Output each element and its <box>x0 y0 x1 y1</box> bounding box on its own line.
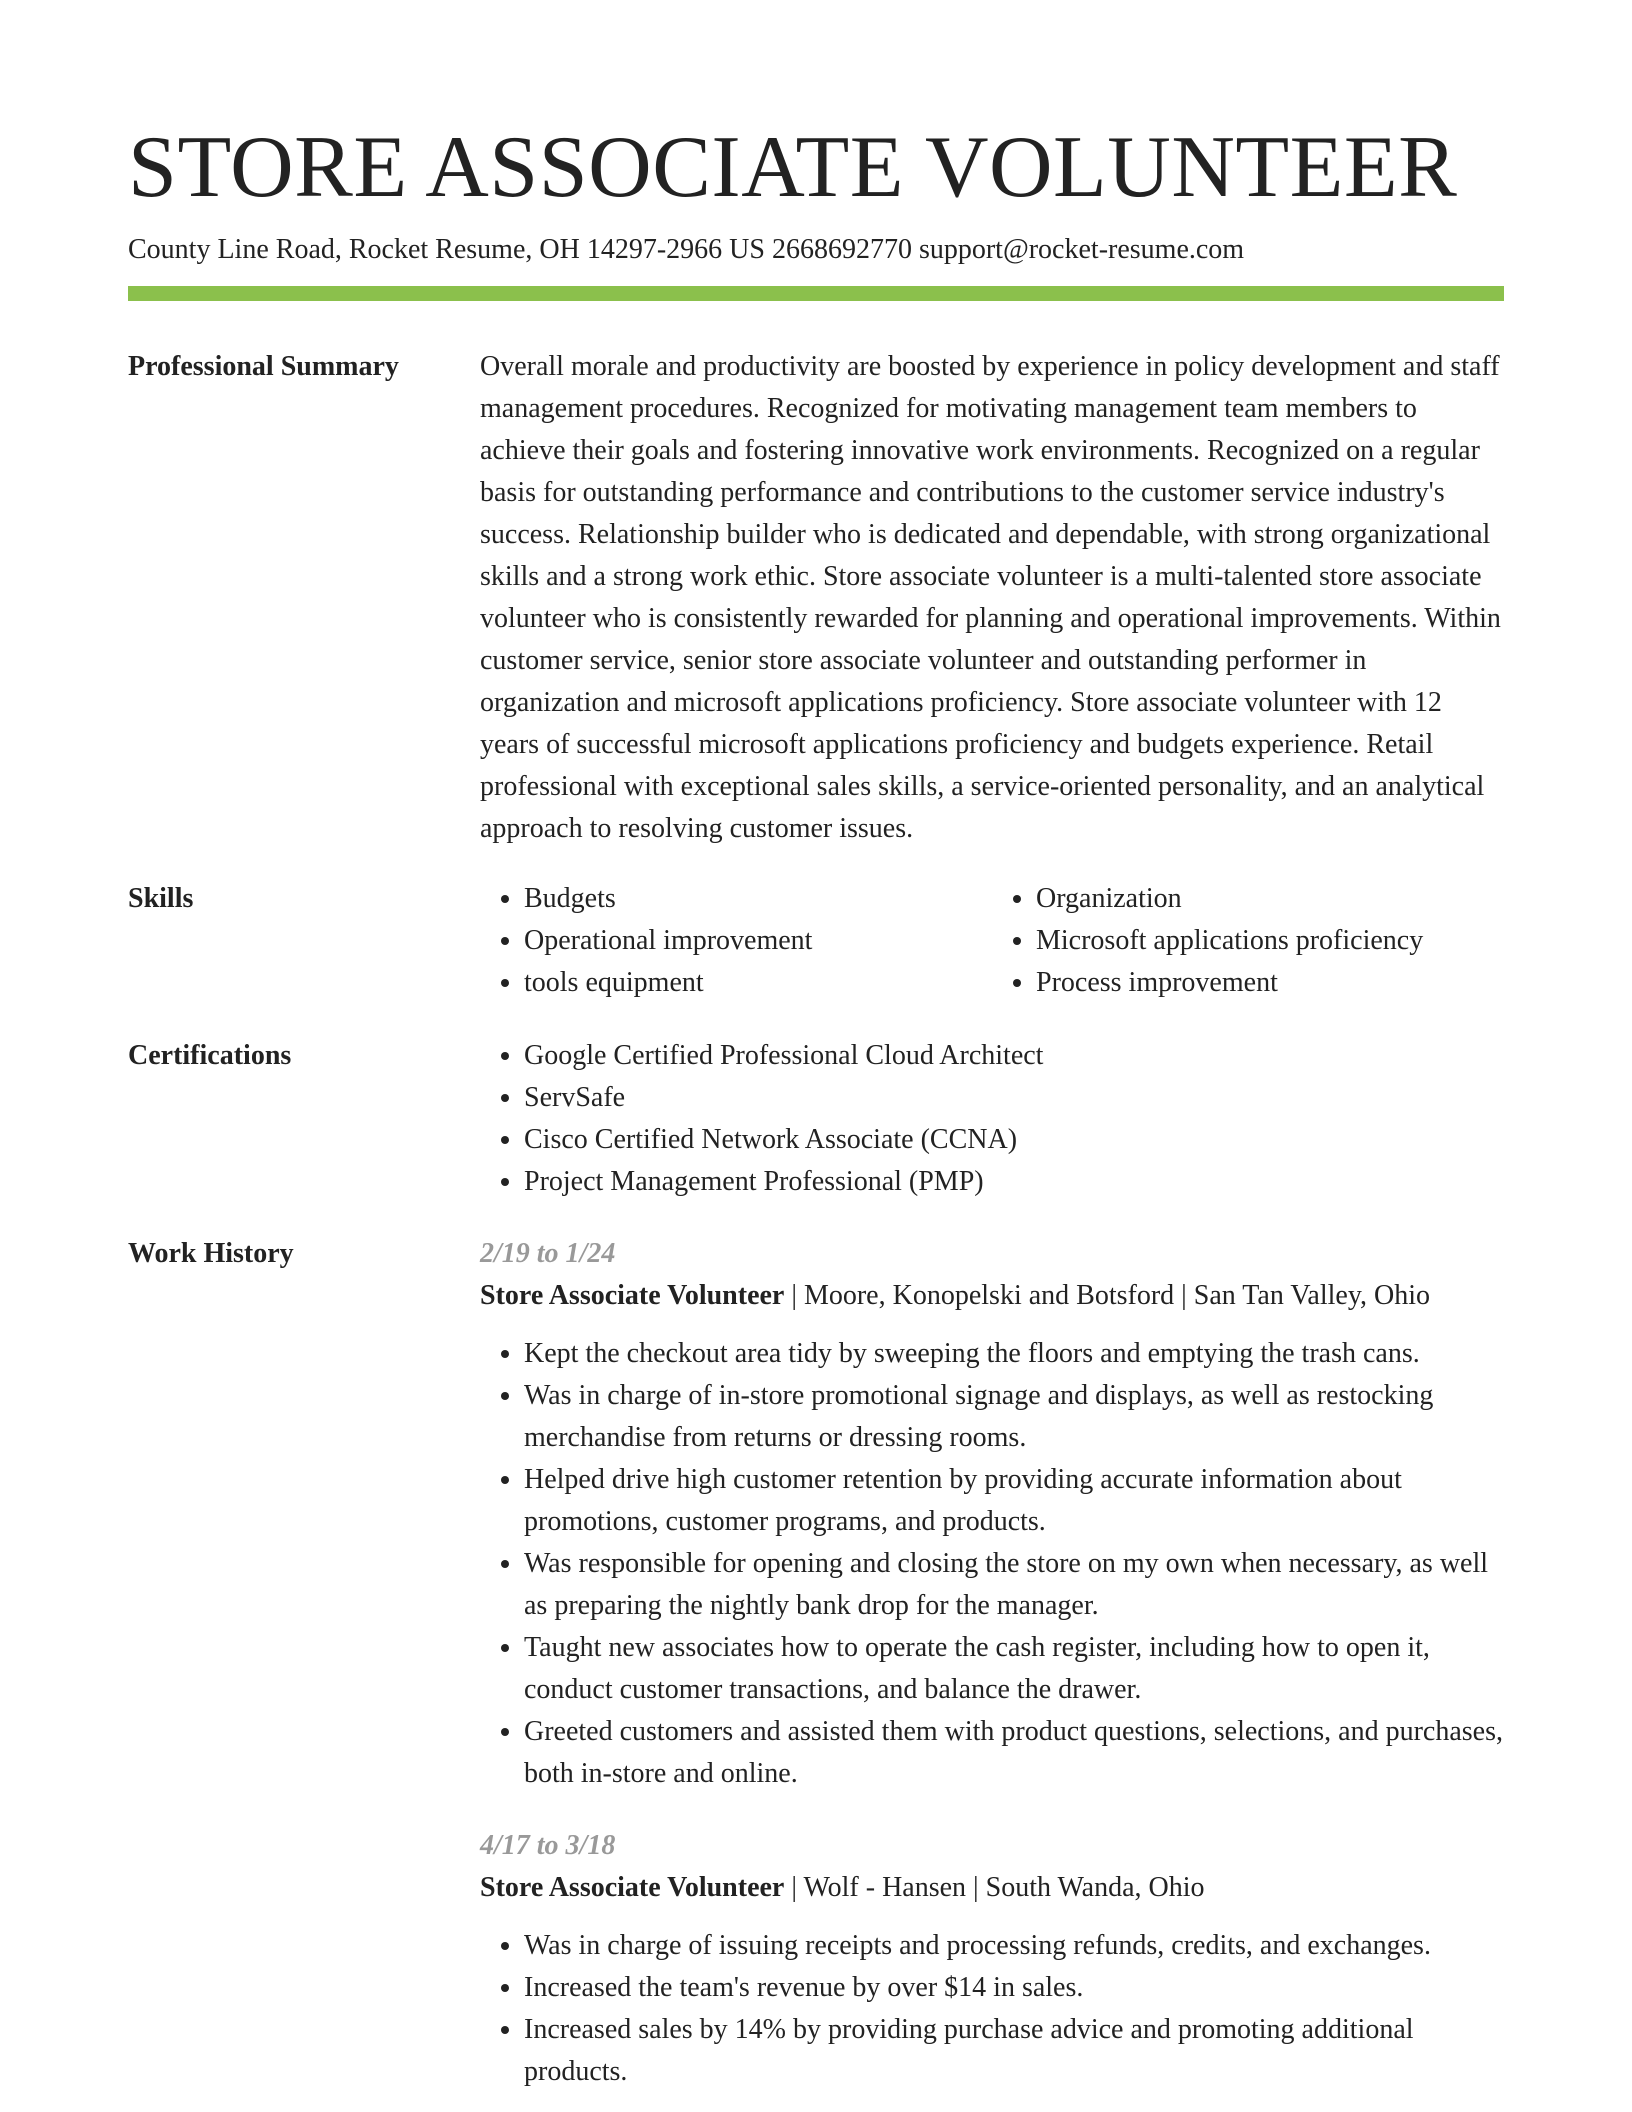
certification-item: • Google Certified Professional Cloud Architect <box>524 1035 1504 1077</box>
skills-title: Skills <box>128 883 194 914</box>
work-history-body <box>480 1233 1504 2093</box>
job-bullet: • Was responsible for opening and closing the store on my own when necessary, as well as preparing the nightly bank drop for the manager. <box>524 1543 1504 1627</box>
job-bullets <box>480 1925 1504 2093</box>
summary-text: Overall morale and productivity are boosted by experience in policy development and staff management procedures. Recognized for motivating management team members to achieve their goals and fostering innovative work environments. Recognized on a regular basis for outstanding performance and contributions to the customer service industry's success. Relationship builder who is dedicated and dependable, with strong organizational skills and a strong work ethic. Store associate volunteer is a multi-talented store associate volunteer who is consistently rewarded for planning and operational improvements. Within customer service, senior store associate volunteer and outstanding performer in organization and microsoft applications proficiency. Store associate volunteer with 12 years of successful microsoft applications proficiency and budgets experience. Retail professional with exceptional sales skills, a service-oriented personality, and an analytical approach to resolving customer issues. <box>480 351 1501 844</box>
job-bullet: • Helped drive high customer retention by providing accurate information about promotions, customer programs, and products. <box>524 1459 1504 1543</box>
job-details: | Wolf - Hansen | South Wanda, Ohio <box>784 1872 1205 1903</box>
job-role: Store Associate Volunteer <box>480 1280 785 1311</box>
skills-list-right <box>992 878 1504 1004</box>
job-dates: 2/19 to 1/24 <box>480 1238 616 1269</box>
job-bullet: • Greeted customers and assisted them with product questions, selections, and purchases, both in-store and online. <box>524 1711 1504 1795</box>
job-entry <box>480 1825 1504 2093</box>
job-details: | Moore, Konopelski and Botsford | San Tan Valley, Ohio <box>784 1280 1431 1311</box>
skill-item: • Process improvement <box>1036 962 1504 1004</box>
skills-body <box>480 878 1504 1004</box>
summary-title: Professional Summary <box>128 351 399 382</box>
resume-name: STORE ASSOCIATE VOLUNTEER <box>128 119 1458 216</box>
job-role: Store Associate Volunteer <box>480 1872 785 1903</box>
job-bullet: • Increased the team's revenue by over $14 in sales. <box>524 1967 1504 2009</box>
job-bullet: • Was in charge of issuing receipts and processing refunds, credits, and exchanges. <box>524 1925 1504 1967</box>
certifications-list <box>480 1035 1504 1203</box>
work-history-title: Work History <box>128 1238 294 1269</box>
skill-item: • Organization <box>1036 878 1504 920</box>
certification-item: • ServSafe <box>524 1077 1504 1119</box>
job-bullets <box>480 1333 1504 1795</box>
job-bullet: • Kept the checkout area tidy by sweeping the floors and emptying the trash cans. <box>524 1333 1504 1375</box>
certifications-title: Certifications <box>128 1040 292 1071</box>
job-role-line <box>480 1867 1504 1909</box>
skill-item: • Microsoft applications proficiency <box>1036 920 1504 962</box>
job-entry <box>480 1233 1504 1795</box>
skill-item: • Budgets <box>524 878 992 920</box>
certifications-body <box>480 1035 1504 1203</box>
skill-item: • tools equipment <box>524 962 992 1004</box>
job-bullet: • Increased sales by 14% by providing purchase advice and promoting additional products. <box>524 2009 1504 2093</box>
job-role-line <box>480 1275 1504 1317</box>
skills-list-left <box>480 878 992 1004</box>
certification-item: • Cisco Certified Network Associate (CCNA) <box>524 1119 1504 1161</box>
job-dates: 4/17 to 3/18 <box>480 1830 616 1861</box>
contact-line: County Line Road, Rocket Resume, OH 14297-2966 US 2668692770 support@rocket-resume.com <box>128 234 1245 265</box>
job-bullet: • Taught new associates how to operate the cash register, including how to open it, conduct customer transactions, and balance the drawer. <box>524 1627 1504 1711</box>
skill-item: • Operational improvement <box>524 920 992 962</box>
accent-divider <box>128 286 1504 301</box>
job-bullet: • Was in charge of in-store promotional signage and displays, as well as restocking merchandise from returns or dressing rooms. <box>524 1375 1504 1459</box>
certification-item: • Project Management Professional (PMP) <box>524 1161 1504 1203</box>
summary-body <box>480 346 1504 850</box>
